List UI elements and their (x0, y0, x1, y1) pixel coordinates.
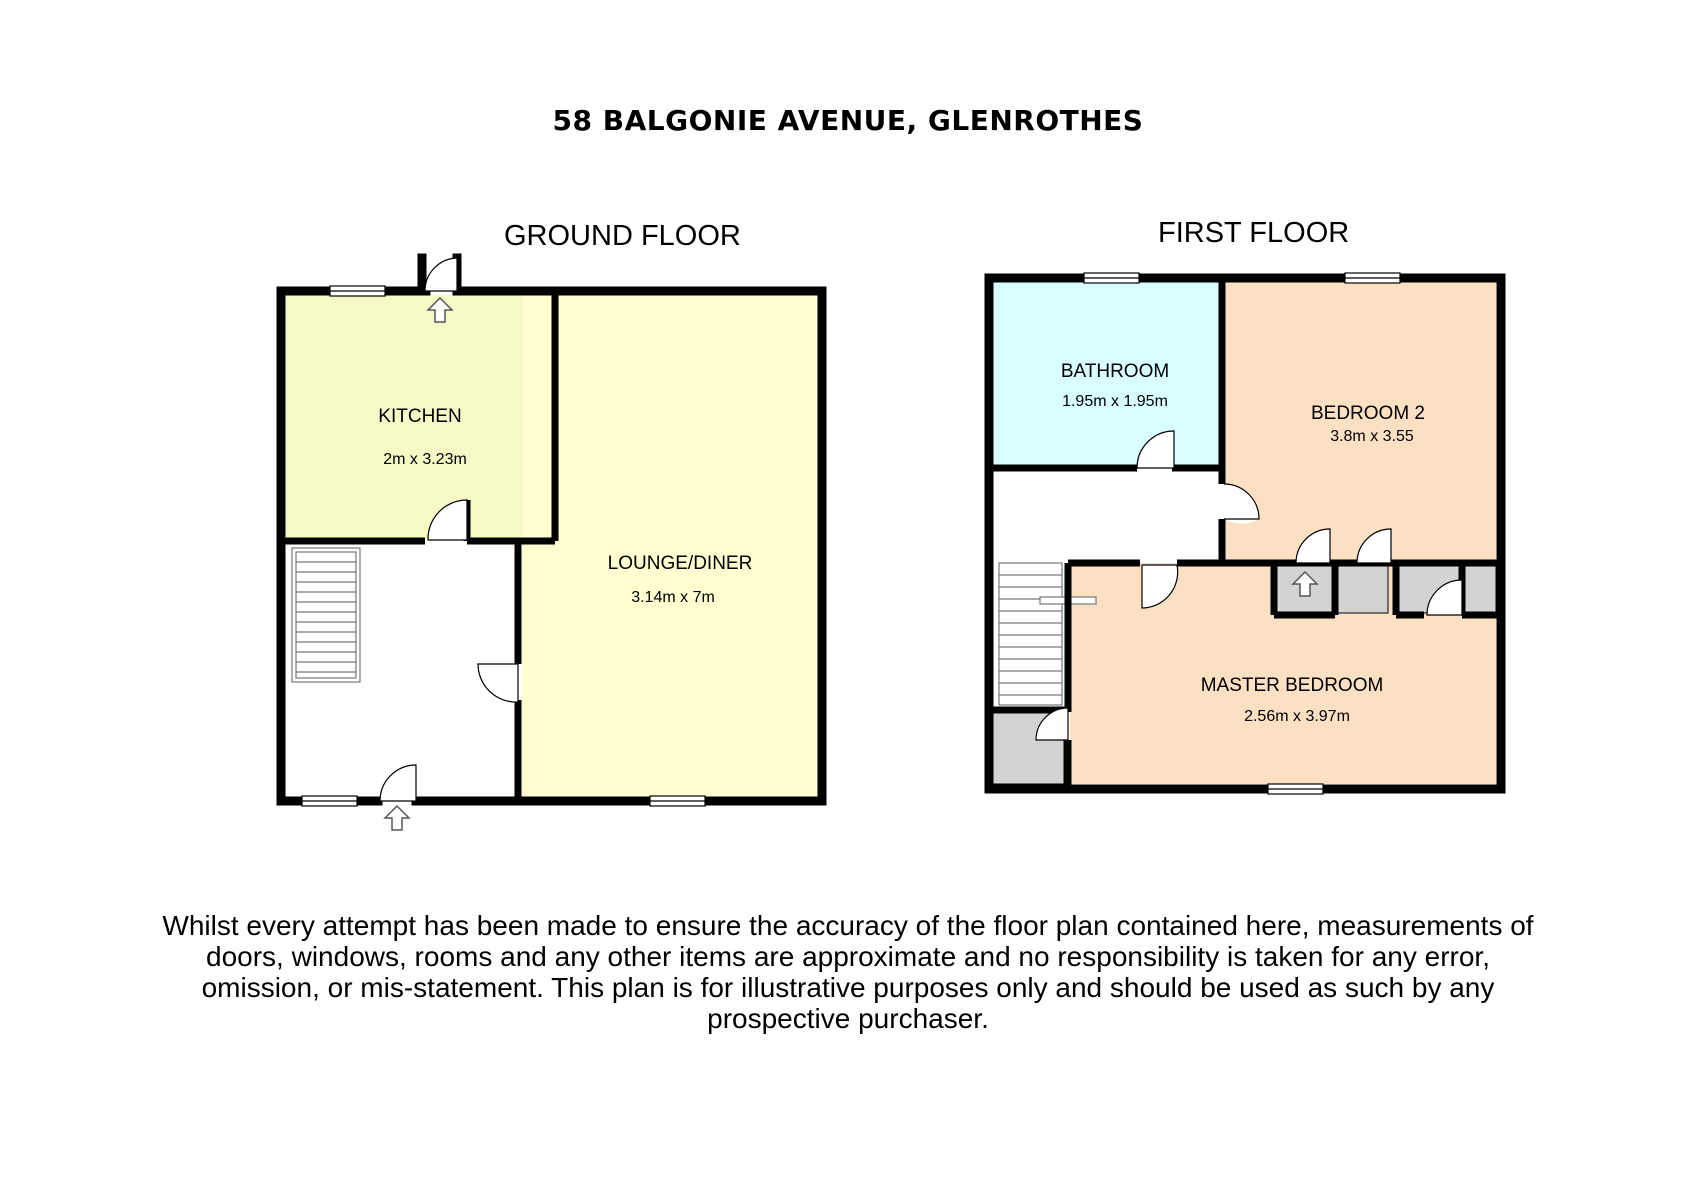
ground-floor-plan (281, 258, 822, 830)
disclaimer-text: Whilst every attempt has been made to ensure the accuracy of the floor plan contained here, measurements of doors, windows, rooms and any other items are approximate and no responsibility is taken for any error, omission, or mis-statement. This plan is for illustrative purposes only and should be used as such by any prospective purchaser. (162, 910, 1534, 1034)
bathroom-dimensions: 1.95m x 1.95m (1062, 393, 1168, 410)
lounge-diner-label: LOUNGE/DINER (607, 553, 753, 574)
ground-stairs (292, 548, 360, 682)
lounge-diner-dimensions: 3.14m x 7m (631, 589, 715, 606)
landing-room (993, 471, 1220, 563)
kitchen-dimensions: 2m x 3.23m (383, 451, 467, 468)
first-floor-heading: FIRST FLOOR (1158, 217, 1350, 249)
kitchen-label: KITCHEN (378, 406, 462, 427)
bedroom-2-label: BEDROOM 2 (1310, 403, 1426, 424)
master-bedroom-dimensions: 2.56m x 3.97m (1244, 708, 1350, 725)
page-title: 58 BALGONIE AVENUE, GLENROTHES (552, 104, 1144, 137)
bathroom-label: BATHROOM (1060, 361, 1170, 382)
ground-floor-heading: GROUND FLOOR (504, 220, 741, 252)
lounge-diner-room (522, 295, 820, 799)
master-bedroom-label: MASTER BEDROOM (1200, 675, 1384, 696)
bedroom-2-dimensions: 3.8m x 3.55 (1330, 428, 1414, 445)
first-floor-plan (989, 273, 1501, 794)
